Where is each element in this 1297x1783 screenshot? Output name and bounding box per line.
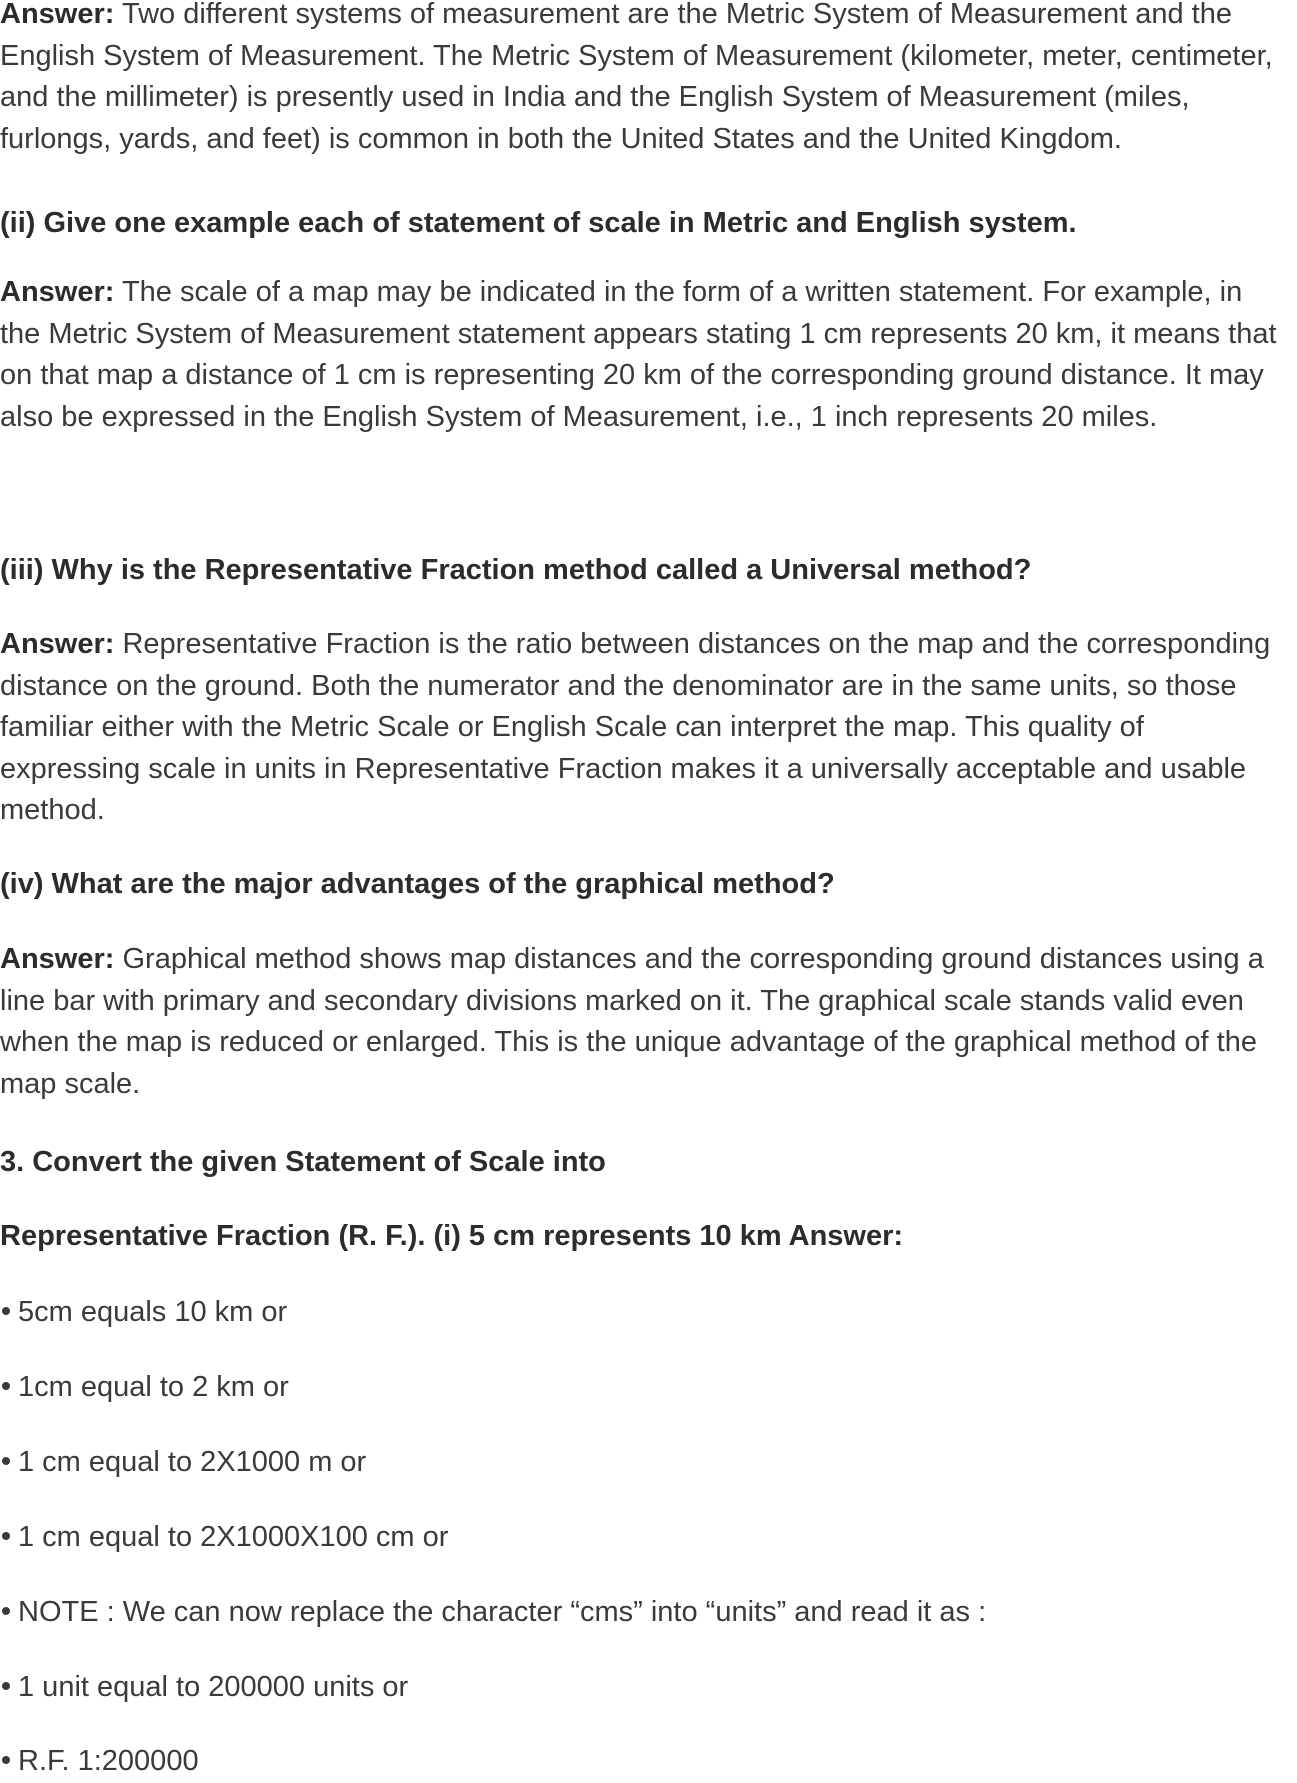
question-3-continued xyxy=(0,1216,1290,1258)
list-item xyxy=(0,1292,287,1334)
answer-paragraph-3 xyxy=(0,624,1290,832)
bullet-icon xyxy=(2,1532,10,1540)
answer-text: Graphical method shows map distances and the corresponding ground distances using a line bar with primary and secondary divisions marked on it. The graphical scale stands valid even when the map is reduced or enlarged. This is the unique advantage of the graphical method of the map scale. xyxy=(0,943,1264,1100)
answer-text: Two different systems of measurement are the Metric System of Measurement and the English System of Measurement. The Metric System of Measurement (kilometer, meter, centimeter, and the millimeter) is presently used in India and the English System of Measurement (miles, furlongs, yards, and feet) is common in both the United States and the United Kingdom. xyxy=(0,0,1273,155)
question-iii xyxy=(0,550,1290,592)
list-item xyxy=(0,1367,289,1409)
list-item-text: 5cm equals 10 km or xyxy=(18,1296,288,1328)
answer-label: Answer: xyxy=(0,628,115,660)
bullet-icon xyxy=(2,1607,10,1615)
answer-paragraph-4 xyxy=(0,939,1290,1105)
list-item-text: R.F. 1:200000 xyxy=(18,1745,199,1777)
bullet-icon xyxy=(2,1682,10,1690)
list-item-text: 1cm equal to 2 km or xyxy=(18,1371,289,1403)
answer-text: Representative Fraction is the ratio between distances on the map and the corresponding distance on the ground. Both the numerator and the denominator are in the same units, so those familiar either with the Metric Scale or English Scale can interpret the map. This quality of expressing scale in units in Representative Fraction makes it a universally acceptable and usable method. xyxy=(0,628,1271,826)
list-item-text: NOTE : We can now replace the character “cms” into “units” and read it as : xyxy=(18,1596,987,1628)
question-ii xyxy=(0,203,1290,245)
bullet-icon xyxy=(2,1756,10,1764)
question-iv xyxy=(0,864,1290,906)
answer-paragraph-1 xyxy=(0,0,1290,160)
question-heading: (ii) Give one example each of statement of scale in Metric and English system. xyxy=(0,207,1077,239)
list-item-text: 1 unit equal to 200000 units or xyxy=(18,1671,409,1703)
question-heading: (iii) Why is the Representative Fraction method called a Universal method? xyxy=(0,554,1032,586)
list-item-text: 1 cm equal to 2X1000X100 cm or xyxy=(18,1521,449,1553)
bullet-icon xyxy=(2,1382,10,1390)
list-item xyxy=(0,1592,986,1634)
answer-label: Answer: xyxy=(0,943,115,975)
list-item xyxy=(0,1667,408,1709)
question-heading: Representative Fraction (R. F.). (i) 5 cm represents 10 km Answer: xyxy=(0,1220,904,1252)
list-item xyxy=(0,1741,199,1783)
question-heading: (iv) What are the major advantages of the graphical method? xyxy=(0,868,835,900)
answer-text: The scale of a map may be indicated in the form of a written statement. For example, in the Metric System of Measurement statement appears stating 1 cm represents 20 km, it means that on that map a distance of 1 cm is representing 20 km of the corresponding ground distance. It may also be expressed in the English System of Measurement, i.e., 1 inch represents 20 miles. xyxy=(0,276,1277,433)
question-heading: 3. Convert the given Statement of Scale into xyxy=(0,1146,606,1178)
answer-paragraph-2 xyxy=(0,272,1290,438)
list-item xyxy=(0,1442,366,1484)
bullet-icon xyxy=(2,1307,10,1315)
answer-label: Answer: xyxy=(0,0,115,30)
list-item-text: 1 cm equal to 2X1000 m or xyxy=(18,1446,367,1478)
bullet-icon xyxy=(2,1457,10,1465)
list-item xyxy=(0,1517,448,1559)
question-3 xyxy=(0,1142,1290,1184)
answer-label: Answer: xyxy=(0,276,115,308)
